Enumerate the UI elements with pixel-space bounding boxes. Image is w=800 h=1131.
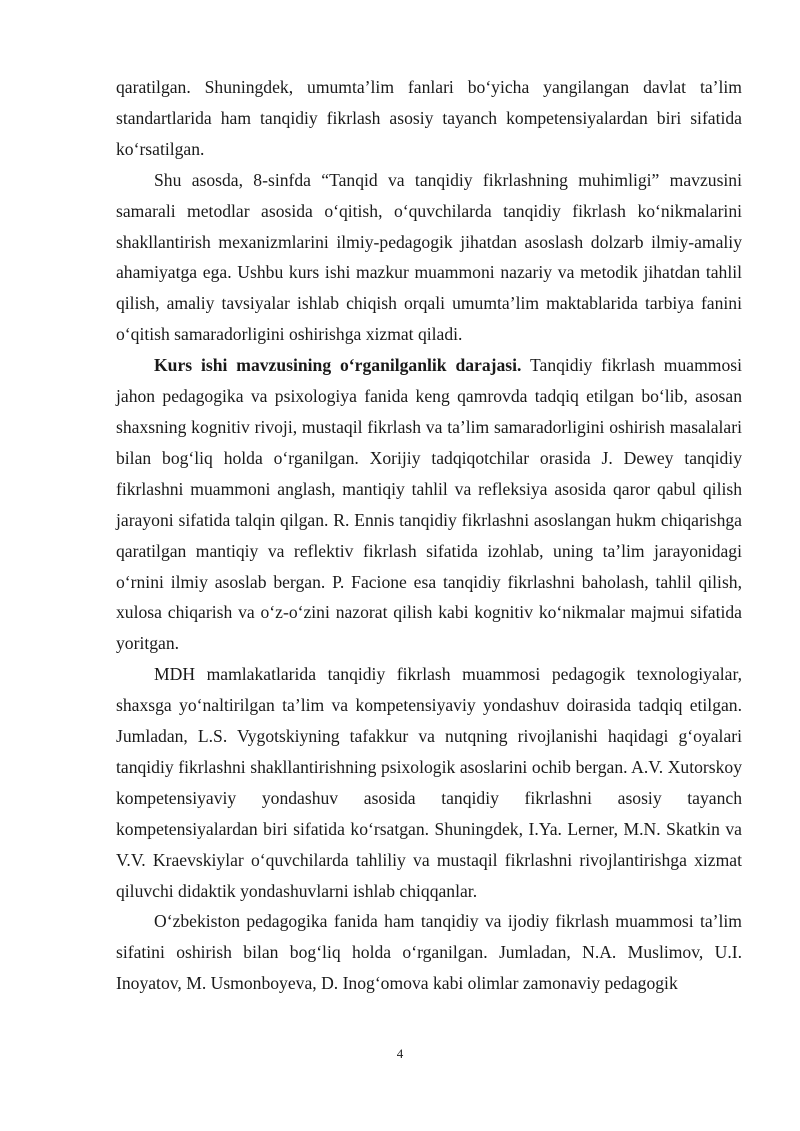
- paragraph-study-level: [116, 350, 742, 659]
- paragraph-text: Shu asosda, 8-sinfda “Tanqid va tanqidiy fikrlashning muhimligi” mavzusini samarali metodlar asosida o‘qitish, o‘quvchilarda tanqidiy fikrlash ko‘nikmalarini shakllantirish mexanizmlarini ilmiy-pedagogik jihatdan asoslash dolzarb ilmiy-amaliy ahamiyatga ega. Ushbu kurs ishi mazkur muammoni nazariy va metodik jihatdan tahlil qilish, amaliy tavsiyalar ishlab chiqish orqali umumta’lim maktablarida tarbiya fanini o‘qitish samaradorligini oshirishga xizmat qiladi.: [116, 169, 742, 345]
- body-text: [116, 72, 742, 999]
- paragraph-text: qaratilgan. Shuningdek, umumta’lim fanlari bo‘yicha yangilangan davlat ta’lim standartlarida ham tanqidiy fikrlash asosiy tayanch kompetensiyalardan biri sifatida ko‘rsatilgan.: [116, 77, 742, 159]
- page-number: 4: [396, 1046, 404, 1061]
- paragraph: [116, 659, 742, 906]
- paragraph-continuation: [116, 72, 742, 165]
- paragraph-text: Tanqidiy fikrlash muammosi jahon pedagogika va psixologiya fanida keng qamrovda tadqiq etilgan bo‘lib, asosan shaxsning kognitiv rivoji, mustaqil fikrlash va ta’lim samaradorligini oshirish masalalari bilan bog‘liq holda o‘rganilgan. Xorijiy tadqiqotchilar orasida J. Dewey tanqidiy fikrlashni muammoni anglash, mantiqiy tahlil va refleksiya asosida qaror qabul qilish jarayoni sifatida talqin qilgan. R. Ennis tanqidiy fikrlashni asoslangan hukm chiqarishga qaratilgan mantiqiy va reflektiv fikrlash sifatida izohlab, uning ta’lim jarayonidagi o‘rnini ilmiy asoslab bergan. P. Facione esa tanqidiy fikrlashni baholash, tahlil qilish, xulosa chiqarish va o‘z-o‘zini nazorat qilish kabi kognitiv ko‘nikmalar majmui sifatida yoritgan.: [116, 355, 742, 654]
- paragraph: [116, 906, 742, 999]
- paragraph: [116, 165, 742, 350]
- section-heading-inline: Kurs ishi mavzusining o‘rganilganlik darajasi.: [154, 355, 522, 376]
- paragraph-text: MDH mamlakatlarida tanqidiy fikrlash muammosi pedagogik texnologiyalar, shaxsga yo‘naltirilgan ta’lim va kompetensiyaviy yondashuv doirasida tadqiq etilgan. Jumladan, L.S. Vygotskiyning tafakkur va nutqning rivojlanishi haqidagi g‘oyalari tanqidiy fikrlashni shakllantirishning psixologik asoslarini ochib bergan. A.V. Xutorskoy kompetensiyaviy yondashuv asosida tanqidiy fikrlashni asosiy tayanch kompetensiyalardan biri sifatida ko‘rsatgan. Shuningdek, I.Ya. Lerner, M.N. Skatkin va V.V. Kraevskiylar o‘quvchilarda tahliliy va mustaqil fikrlashni rivojlantirishga xizmat qiluvchi didaktik yondashuvlarni ishlab chiqqanlar.: [116, 664, 742, 901]
- paragraph-text: O‘zbekiston pedagogika fanida ham tanqidiy va ijodiy fikrlash muammosi ta’lim sifatini oshirish bilan bog‘liq holda o‘rganilgan. Jumladan, N.A. Muslimov, U.I. Inoyatov, M. Usmonboyeva, D. Inog‘omova kabi olimlar zamonaviy pedagogik: [116, 911, 742, 994]
